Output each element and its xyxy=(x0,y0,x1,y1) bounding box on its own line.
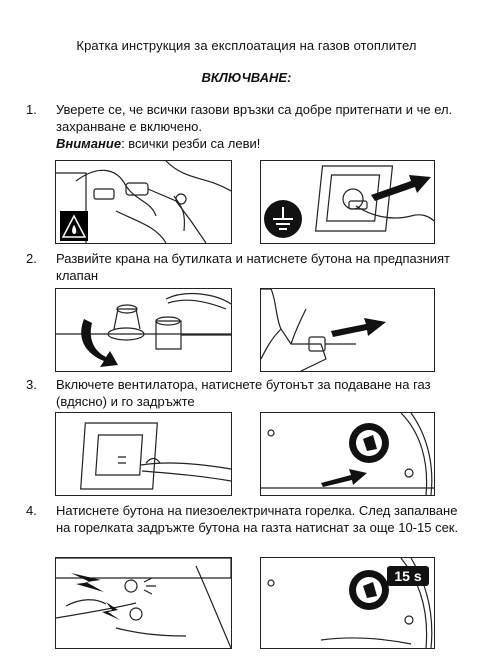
section-heading: ВКЛЮЧВАНЕ: xyxy=(201,70,292,85)
spark-arrow-icon xyxy=(102,602,120,620)
rotate-arrow-icon xyxy=(81,319,118,367)
step-number: 1. xyxy=(26,102,37,117)
hold-gas-button-drawing xyxy=(261,558,434,648)
illustration-cylinder-valve xyxy=(55,288,232,372)
timer-badge-text: 15 s xyxy=(394,568,422,584)
gas-button-icon xyxy=(349,423,389,463)
arrow-icon xyxy=(321,469,367,487)
step-number: 2. xyxy=(26,251,37,266)
gas-connections-drawing xyxy=(56,161,231,243)
step-number: 3. xyxy=(26,377,37,392)
timer-badge xyxy=(387,566,429,586)
safety-valve-drawing xyxy=(261,289,434,371)
step-description: Развийте крана на бутилката и натиснете бутона на предпазният клапан xyxy=(56,251,450,283)
illustration-hold-gas-button xyxy=(260,557,435,649)
illustration-gas-connections xyxy=(55,160,232,244)
warning-text: : всички резби са леви! xyxy=(121,136,261,151)
page-title: Кратка инструкция за експлоатация на газов отоплител xyxy=(76,38,417,53)
step-description: Уверете се, че всички газови връзки са добре притегнати и че ел. захранване е включено. xyxy=(56,102,453,134)
step-description: Включете вентилатора, натиснете бутонът за подаване на газ (вдясно) и го задръжте xyxy=(56,377,431,409)
gas-button-icon xyxy=(349,570,389,610)
illustration-fan-switch xyxy=(55,412,232,496)
illustration-gas-button xyxy=(260,412,435,496)
electrical-plug-drawing xyxy=(261,161,434,243)
piezo-button-drawing xyxy=(56,558,231,648)
illustration-safety-valve-button xyxy=(260,288,435,372)
warning-label: Внимание xyxy=(56,136,122,151)
gas-button-drawing xyxy=(261,413,434,495)
arrow-icon xyxy=(371,175,431,201)
step-text xyxy=(56,101,468,152)
illustration-piezo-button xyxy=(55,557,232,649)
fan-switch-drawing xyxy=(56,413,231,495)
warning-line xyxy=(56,136,260,151)
illustration-electrical-plug xyxy=(260,160,435,244)
cylinder-valve-drawing xyxy=(56,289,231,371)
fire-warning-icon xyxy=(60,211,88,241)
step-number: 4. xyxy=(26,503,37,518)
spark-arrow-icon xyxy=(71,573,104,592)
arrow-icon xyxy=(331,318,386,337)
ground-symbol-icon xyxy=(264,200,302,238)
step-description: Натиснете бутона на пиезоелектричната горелка. След запалване на горелката задръжте бутона на газта натиснат за още 10-15 сек. xyxy=(56,503,459,535)
